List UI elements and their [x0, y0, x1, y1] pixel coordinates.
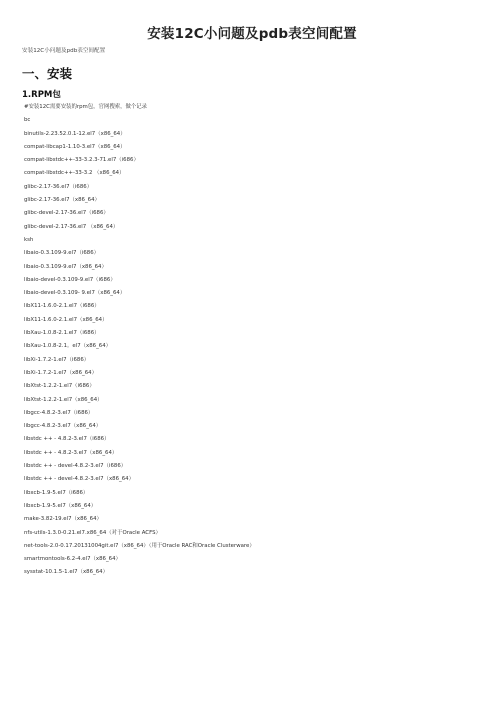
package-line: bc	[24, 117, 31, 124]
package-line: ksh	[24, 236, 34, 243]
package-line: compat-libcap1-1.10-3.el7（x86_64）	[24, 143, 126, 150]
page-title: 安装12C小问题及pdb表空间配置	[147, 26, 357, 42]
package-line: libstdc ++ - devel-4.8.2-3.el7（i686）	[24, 463, 127, 470]
package-line: nfs-utils-1.3.0-0.21.el7.x86_64（对于Oracle ACFS）	[24, 529, 161, 536]
subsection-heading: 1.RPM包	[22, 90, 61, 100]
package-line: libaio-devel-0.3.109- 9.el7（x86_64）	[24, 290, 126, 297]
package-line: libaio-0.3.109-9.el7（i686）	[24, 250, 100, 257]
package-line: libX11-1.6.0-2.1.el7（i686）	[24, 303, 100, 310]
package-line: glibc-2.17-36.el7（i686）	[24, 183, 93, 190]
package-line: glibc-devel-2.17-36.el7（i686）	[24, 210, 109, 217]
package-line: libgcc-4.8.2-3.el7（x86_64）	[24, 423, 102, 430]
breadcrumb: 安装12C小问题及pdb表空间配置	[22, 48, 106, 54]
package-line: glibc-devel-2.17-36.el7 （x86_64）	[24, 223, 119, 230]
package-line: smartmontools-6.2-4.el7（x86_64）	[24, 556, 121, 563]
package-line: sysstat-10.1.5-1.el7（x86_64）	[24, 569, 108, 576]
package-line: libstdc ++ - devel-4.8.2-3.el7（x86_64）	[24, 476, 134, 483]
package-line: glibc-2.17-36.el7（x86_64）	[24, 197, 100, 204]
package-line: libaio-0.3.109-9.el7（x86_64）	[24, 263, 107, 270]
package-line: libaio-devel-0.3.109-9.el7（i686）	[24, 276, 116, 283]
package-line: libX11-1.6.0-2.1.el7（x86_64）	[24, 316, 108, 323]
comment-line: #安装12C需要安装的rpm包，官网搜索，做个记录	[24, 104, 148, 110]
package-line: compat-libstdc++-33-3.2.3-71.el7（i686）	[24, 157, 139, 164]
package-line: libxcb-1.9-5.el7（x86_64）	[24, 502, 97, 509]
package-line: libXi-1.7.2-1.el7（i686）	[24, 356, 90, 363]
section-heading: 一、安装	[22, 66, 73, 81]
package-line: binutils-2.23.52.0.1-12.el7（x86_64）	[24, 130, 126, 137]
package-line: libgcc-4.8.2-3.el7（i686）	[24, 409, 94, 416]
package-line: net-tools-2.0-0.17.20131004git.el7（x86_64）（用于Oracle RAC和Oracle Clusterware）	[24, 542, 255, 549]
package-line: libXtst-1.2.2-1.el7（i686）	[24, 383, 95, 390]
package-line: libXi-1.7.2-1.el7（x86_64）	[24, 369, 97, 376]
package-line: libstdc ++ - 4.8.2-3.el7（i686）	[24, 436, 110, 443]
package-line: make-3.82-19.el7（x86_64）	[24, 516, 102, 523]
package-line: compat-libstdc++-33-3.2 （x86_64）	[24, 170, 125, 177]
package-line: libxcb-1.9-5.el7（i686）	[24, 489, 89, 496]
package-line: libXau-1.0.8-2.1.el7（i686）	[24, 330, 100, 337]
package-line: libXau-1.0.8-2.1。el7（x86_64）	[24, 343, 112, 350]
package-line: libstdc ++ - 4.8.2-3.el7（x86_64）	[24, 449, 118, 456]
package-list	[24, 101, 494, 580]
package-line: libXtst-1.2.2-1.el7（x86_64）	[24, 396, 103, 403]
